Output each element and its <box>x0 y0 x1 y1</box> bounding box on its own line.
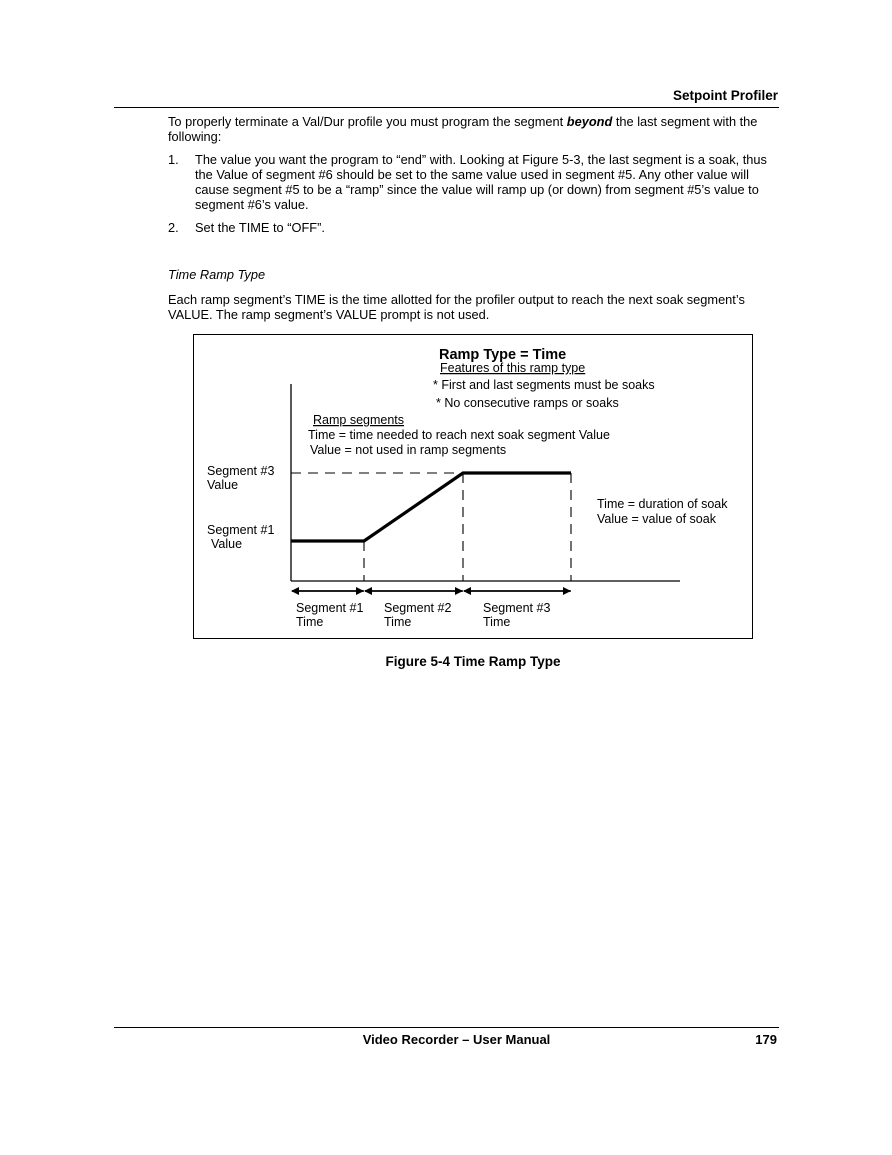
subheading: Time Ramp Type <box>168 267 266 282</box>
header-rule <box>114 107 779 108</box>
intro-emphasis: beyond <box>566 114 613 129</box>
figure-caption: Figure 5-4 Time Ramp Type <box>385 654 561 669</box>
seg1-time-label: Time <box>296 615 324 629</box>
ramp-line: Time = time needed to reach next soak segment Value <box>308 428 610 442</box>
section-title: Setpoint Profiler <box>672 88 778 103</box>
footer-rule <box>114 1027 779 1028</box>
seg2-time-label: Segment #2 <box>384 601 452 615</box>
ramp-heading: Ramp segments <box>313 413 405 427</box>
seg1-value-label: Value <box>211 537 243 551</box>
time-ramp-diagram <box>193 334 753 639</box>
feature-item: * First and last segments must be soaks <box>433 378 655 392</box>
soak-line: Time = duration of soak <box>597 497 728 511</box>
ramp-line: Value = not used in ramp segments <box>310 443 507 457</box>
ramp-paragraph: Each ramp segment’s TIME is the time allotted for the profiler output to reach the next soak segment’s VALUE. The ramp segment’s VALUE prompt is not used. <box>168 292 745 322</box>
seg3-time-label: Segment #3 <box>483 601 551 615</box>
soak-line: Value = value of soak <box>597 512 716 526</box>
seg3-time-label: Time <box>483 615 511 629</box>
footer-manual-title: Video Recorder – User Manual <box>362 1032 551 1047</box>
list-item-number: 2. <box>168 220 179 235</box>
profile-line <box>291 473 571 541</box>
figure-title: Ramp Type = Time <box>439 347 567 363</box>
seg2-time-label: Time <box>384 615 412 629</box>
list-item-text: Set the TIME to “OFF”. <box>195 220 325 235</box>
intro-after: the last segment with the following: <box>168 114 758 144</box>
page-number: 179 <box>755 1032 777 1047</box>
seg1-value-label: Segment #1 <box>207 523 275 537</box>
intro-before: To properly terminate a Val/Dur profile you must program the segment <box>168 114 567 129</box>
seg1-time-label: Segment #1 <box>296 601 364 615</box>
features-heading: Features of this ramp type <box>440 361 586 375</box>
seg3-value-label: Segment #3 <box>207 464 275 478</box>
intro-paragraph <box>168 114 768 144</box>
feature-item: * No consecutive ramps or soaks <box>436 396 619 410</box>
list-item-number: 1. <box>168 152 179 167</box>
seg3-value-label: Value <box>207 478 239 492</box>
list-item-text: The value you want the program to “end” with. Looking at Figure 5-3, the last segment is a soak, thus the Value of segment #6 should be set to the same value used in segment #5. Any other value will cause segment #5 to be a “ramp” since the value will ramp up (or down) from segment #5’s value to segment #6’s value. <box>195 152 767 212</box>
